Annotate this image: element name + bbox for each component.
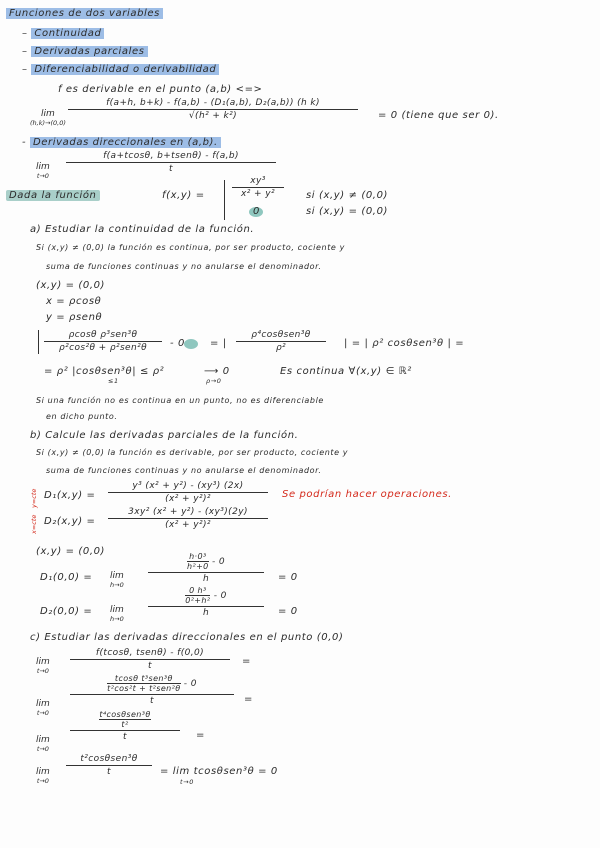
abs-bar xyxy=(38,330,39,354)
lim-word: lim xyxy=(36,735,50,745)
case1-fraction xyxy=(232,176,284,199)
d20-fraction xyxy=(148,586,264,618)
lim-under: t→0 xyxy=(36,709,49,717)
r3-a: t⁴cosθsen³θ xyxy=(99,710,151,719)
lim-word: lim xyxy=(110,571,124,581)
r4-num: t²cosθsen³θ xyxy=(66,754,152,766)
case1-num: xy³ xyxy=(232,176,284,188)
d1-num: y³ (x² + y²) - (xy³) (2x) xyxy=(108,481,268,493)
bullet-derivadas-text: Derivadas parciales xyxy=(31,46,147,57)
d20-result: = 0 xyxy=(278,606,298,617)
part-b-l2: suma de funciones continuas y no anularse el denominador. xyxy=(46,466,322,475)
r2-num xyxy=(70,674,234,695)
part-a-le1: ≤1 xyxy=(108,377,119,385)
definition-limit xyxy=(30,110,66,128)
d1-label: D₁(x,y) = xyxy=(44,490,96,501)
d10-result: = 0 xyxy=(278,572,298,583)
r1-eq: = xyxy=(242,656,251,667)
part-a-minus0: - 0 xyxy=(170,338,185,349)
part-a-frac1-num: ρcosθ ρ³sen³θ xyxy=(44,330,162,342)
d20-a: 0 h³ xyxy=(185,586,210,596)
part-a-l7c: Es continua ∀(x,y) ∈ ℝ² xyxy=(280,366,412,377)
definition-denominator: √(h² + k²) xyxy=(188,111,238,121)
r2-c: - 0 xyxy=(183,679,197,689)
bullet-diferenciabilidad-text: Diferenciabilidad o derivabilidad xyxy=(31,64,219,75)
brace xyxy=(224,180,225,220)
bullet-continuidad-text: Continuidad xyxy=(31,28,104,39)
r2-limit xyxy=(36,700,50,718)
r4-den: t xyxy=(107,767,111,777)
directional-denominator: t xyxy=(169,164,173,174)
d2-den: (x² + y²)² xyxy=(165,520,211,530)
r1-num: f(tcosθ, tsenθ) - f(0,0) xyxy=(70,648,230,660)
d2-num: 3xy² (x² + y²) - (xy³)(2y) xyxy=(108,507,268,519)
operations-note: Se podrían hacer operaciones. xyxy=(282,489,452,500)
r1-den: t xyxy=(148,661,152,671)
d20-num xyxy=(148,586,264,607)
lim-under: (h,k)→(0,0) xyxy=(30,119,66,127)
d20-limit xyxy=(110,606,124,624)
origin-label: (x,y) = (0,0) xyxy=(36,546,106,557)
d10-inner xyxy=(187,552,209,571)
lim-under: h→0 xyxy=(110,581,124,589)
d20-b: 0²+h² xyxy=(185,596,211,605)
exercise-label: Dada la función xyxy=(6,190,100,201)
r4-under: t→0 xyxy=(180,778,194,786)
part-a-l7a: = ρ² |cosθsen³θ| ≤ ρ² xyxy=(44,366,165,377)
definition-intro: f es derivable en el punto (a,b) <=> xyxy=(58,84,263,95)
lim-under: t→0 xyxy=(36,745,49,753)
side-note-xcte: x=cte xyxy=(30,514,38,534)
d1-fraction xyxy=(108,481,268,504)
d2-label: D₂(x,y) = xyxy=(44,516,96,527)
part-a-l1: Si (x,y) ≠ (0,0) la función es continua, por ser producto, cociente y xyxy=(36,243,345,252)
part-a-tail: | = | ρ² cosθsen³θ | = xyxy=(344,338,465,349)
part-b-title: b) Calcule las derivadas parciales de la función. xyxy=(30,430,299,441)
r3-num xyxy=(70,710,180,731)
r2-fraction xyxy=(70,674,234,706)
part-b-l1: Si (x,y) ≠ (0,0) la función es derivable, por ser producto, cociente y xyxy=(36,448,349,457)
part-a-title: a) Estudiar la continuidad de la función. xyxy=(30,224,255,235)
lim-under: t→0 xyxy=(36,777,49,785)
r4-tail: = lim tcosθsen³θ = 0 xyxy=(160,766,278,777)
d1-den: (x² + y²)² xyxy=(165,494,211,504)
d20-label: D₂(0,0) = xyxy=(40,606,93,617)
definition-numerator: f(a+h, b+k) - f(a,b) - (D₁(a,b), D₂(a,b)) (h k) xyxy=(68,98,358,110)
d20-inner xyxy=(185,586,210,605)
bullet-derivadas: – Derivadas parciales xyxy=(22,46,148,57)
page-title: Funciones de dos variables xyxy=(6,8,163,19)
part-a-frac1 xyxy=(44,330,162,353)
d20-c: - 0 xyxy=(213,591,227,601)
directional-bullet: - Derivadas direccionales en (a,b). xyxy=(22,137,221,148)
part-a-frac2-num: ρ⁴cosθsen³θ xyxy=(236,330,326,342)
d10-label: D₁(0,0) = xyxy=(40,572,93,583)
lim-word: lim xyxy=(36,162,50,172)
bullet-continuidad: – Continuidad xyxy=(22,28,104,39)
part-c-title: c) Estudiar las derivadas direccionales en el punto (0,0) xyxy=(30,632,344,643)
d2-fraction xyxy=(108,507,268,530)
part-a-eq: = | xyxy=(210,338,227,349)
r3-fraction xyxy=(70,710,180,742)
r2-den: t xyxy=(150,696,154,706)
definition-fraction xyxy=(68,98,358,121)
part-a-arrow-label: ρ→0 xyxy=(206,377,222,385)
lim-word: lim xyxy=(36,699,50,709)
part-a-l8: Si una función no es continua en un punto, no es diferenciable xyxy=(36,396,324,405)
d10-num xyxy=(148,552,264,573)
r3-b: t² xyxy=(121,720,129,729)
bullet-diferenciabilidad: – Diferenciabilidad o derivabilidad xyxy=(22,64,219,75)
case1-den: x² + y² xyxy=(241,189,275,199)
r1-limit xyxy=(36,658,50,676)
exercise-f: f(x,y) = xyxy=(162,190,205,201)
d10-c: - 0 xyxy=(211,557,225,567)
part-a-frac1-den: ρ²cos²θ + ρ²sen²θ xyxy=(58,343,147,353)
d10-limit xyxy=(110,572,124,590)
case2-val: 0 xyxy=(253,206,260,217)
d10-a: h·0³ xyxy=(187,552,209,562)
side-note-ycte: y=cte xyxy=(30,488,38,508)
r3-inner xyxy=(99,710,150,729)
highlight-dot xyxy=(184,339,198,349)
lim-under: t→0 xyxy=(36,667,49,675)
lim-word: lim xyxy=(110,605,124,615)
part-a-l7b: ⟶ 0 xyxy=(204,366,230,377)
lim-under: h→0 xyxy=(110,615,124,623)
case2-cond: si (x,y) = (0,0) xyxy=(306,206,389,217)
r1-fraction xyxy=(70,648,230,671)
directional-text: Derivadas direccionales en (a,b). xyxy=(30,137,221,148)
part-a-l2: suma de funciones continuas y no anularse el denominador. xyxy=(46,262,322,271)
part-a-frac2-den: ρ² xyxy=(275,343,287,353)
r2-a: tcosθ t³sen³θ xyxy=(107,674,180,684)
lim-under: t→0 xyxy=(36,172,49,180)
directional-numerator: f(a+tcosθ, b+tsenθ) - f(a,b) xyxy=(66,151,276,163)
part-a-l4: x = ρcosθ xyxy=(46,296,102,307)
case1-cond: si (x,y) ≠ (0,0) xyxy=(306,190,389,201)
lim-word: lim xyxy=(36,767,50,777)
r2-inner xyxy=(107,674,180,693)
r4-limit xyxy=(36,768,50,786)
definition-result: = 0 (tiene que ser 0). xyxy=(378,110,499,121)
part-a-l3: (x,y) = (0,0) xyxy=(36,280,106,291)
d10-b: h²+0 xyxy=(187,562,209,571)
r3-den: t xyxy=(123,732,127,742)
r2-b: t²cos²t + t²sen²θ xyxy=(107,684,181,693)
directional-limit xyxy=(36,163,50,181)
r2-eq: = xyxy=(244,694,253,705)
d20-den: h xyxy=(202,608,210,618)
part-a-l9: en dicho punto. xyxy=(46,412,118,421)
lim-word: lim xyxy=(36,657,50,667)
r3-eq: = xyxy=(196,730,205,741)
d10-den: h xyxy=(202,574,210,584)
d10-fraction xyxy=(148,552,264,584)
lim-word: lim xyxy=(41,109,55,119)
r4-fraction xyxy=(66,754,152,777)
r3-limit xyxy=(36,736,50,754)
part-a-frac2 xyxy=(236,330,326,353)
part-a-l5: y = ρsenθ xyxy=(46,312,103,323)
directional-fraction xyxy=(66,151,276,174)
